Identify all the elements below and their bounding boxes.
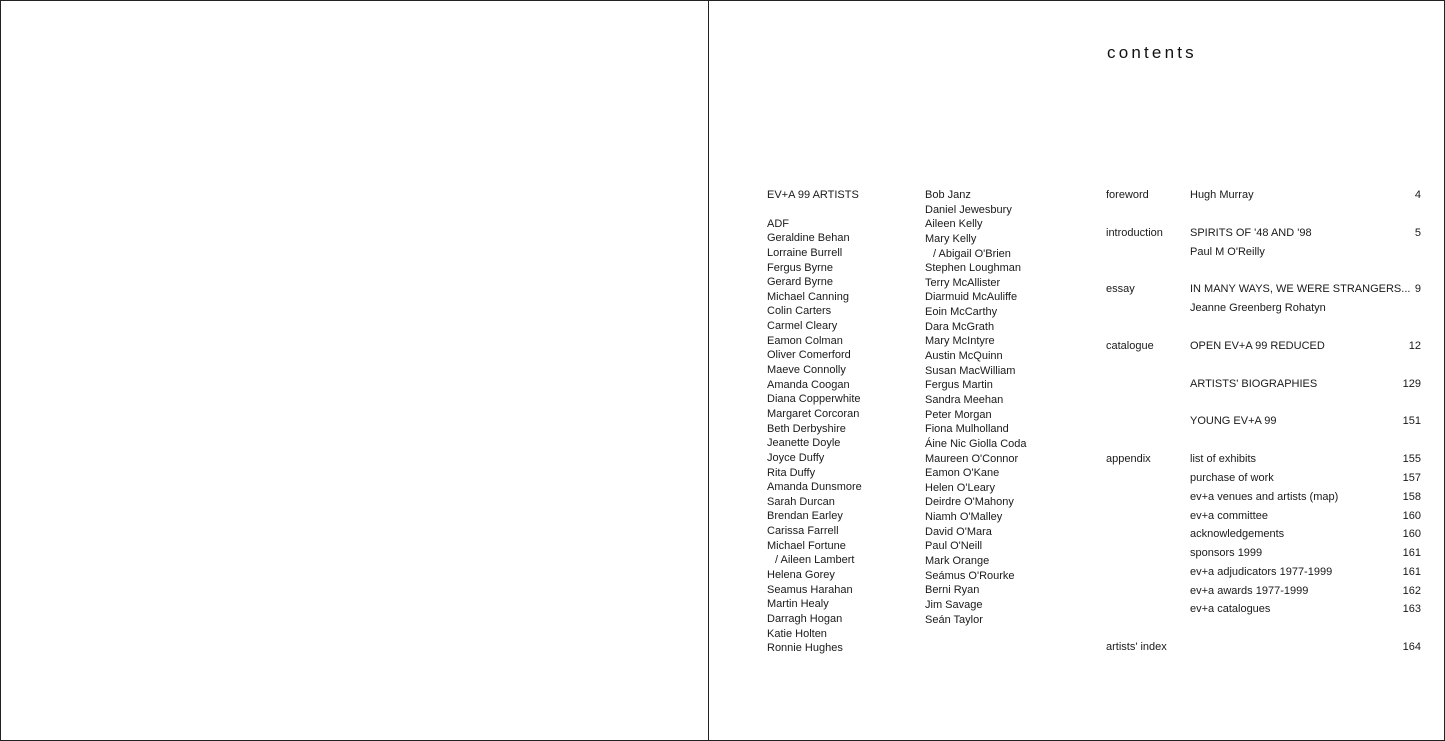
toc-section-label: essay (1106, 283, 1135, 295)
artist-name: Susan MacWilliam (925, 364, 1016, 377)
artist-name: Austin McQuinn (925, 350, 1003, 363)
artist-name: Stephen Loughman (925, 262, 1022, 275)
toc-page-number: 129 (1402, 378, 1421, 390)
artist-name: Martin Healy (767, 598, 829, 611)
toc-entry-author: Jeanne Greenberg Rohatyn (1190, 302, 1326, 314)
toc-page-number: 9 (1414, 283, 1421, 295)
artist-name: Mark Orange (925, 555, 990, 568)
artists-heading: EV+A 99 ARTISTS (767, 189, 859, 201)
toc-entry-title: OPEN EV+A 99 REDUCED (1190, 340, 1325, 352)
artist-name: / Aileen Lambert (775, 554, 855, 567)
toc-entry-title: ev+a catalogues (1190, 603, 1271, 615)
toc-page-number: 163 (1402, 603, 1421, 615)
artist-name: Helen O'Leary (925, 481, 995, 494)
toc-page-number: 162 (1402, 585, 1421, 597)
toc-entry-title: Hugh Murray (1190, 189, 1254, 201)
blank-left-page (1, 1, 708, 740)
toc-entry-title: ev+a committee (1190, 510, 1268, 522)
toc-page-number: 160 (1402, 528, 1421, 540)
artist-name: Seán Taylor (925, 613, 983, 626)
toc-entry-title: sponsors 1999 (1190, 547, 1263, 559)
artist-name: Terry McAllister (925, 276, 1001, 289)
toc-entry-title: IN MANY WAYS, WE WERE STRANGERS... (1190, 283, 1411, 295)
artist-name: Áine Nic Giolla Coda (925, 437, 1027, 450)
toc-page-number: 5 (1414, 227, 1421, 239)
artist-name: Joyce Duffy (767, 451, 825, 464)
artists-column-1 (767, 188, 862, 656)
artist-name: Fergus Byrne (767, 261, 834, 274)
toc-entry-title: SPIRITS OF '48 AND '98 (1190, 227, 1312, 239)
toc-page-number: 155 (1402, 453, 1421, 465)
artist-name: Brendan Earley (767, 510, 843, 523)
artist-name: Maureen O'Connor (925, 452, 1019, 465)
artist-name: Eamon O'Kane (925, 467, 1000, 480)
artist-name: Daniel Jewesbury (925, 203, 1012, 216)
toc-page-number: 164 (1402, 641, 1421, 653)
toc-entry-title: ARTISTS' BIOGRAPHIES (1190, 378, 1318, 390)
artist-name: Beth Derbyshire (767, 422, 846, 435)
artist-name: Gerard Byrne (767, 276, 834, 289)
artist-name: Fiona Mulholland (925, 423, 1009, 436)
toc-page-number: 157 (1402, 472, 1421, 484)
artist-name: Seámus O'Rourke (925, 569, 1015, 582)
artist-name: Oliver Comerford (767, 349, 851, 362)
artist-name: / Abigail O'Brien (933, 247, 1011, 260)
artist-name: Paul O'Neill (925, 540, 983, 553)
artist-name: Darragh Hogan (767, 612, 843, 625)
toc-page-number: 158 (1402, 491, 1421, 503)
artist-name: Berni Ryan (925, 584, 980, 597)
artist-name: David O'Mara (925, 525, 992, 538)
artist-name: Colin Carters (767, 305, 832, 318)
toc-entry-author: Paul M O'Reilly (1190, 246, 1265, 258)
toc-section-label: catalogue (1106, 340, 1154, 352)
artist-name: ADF (767, 217, 789, 230)
artist-name: Mary McIntyre (925, 335, 995, 348)
toc-section-label: appendix (1106, 453, 1151, 465)
artist-name: Diana Copperwhite (767, 393, 861, 406)
toc-entry-title: purchase of work (1190, 472, 1274, 484)
artist-name: Seamus Harahan (767, 583, 853, 596)
artist-name: Jim Savage (925, 598, 983, 611)
artist-name: Ronnie Hughes (767, 642, 843, 655)
artist-name: Eamon Colman (767, 334, 843, 347)
toc-page-number: 161 (1402, 547, 1421, 559)
artist-name: Helena Gorey (767, 569, 835, 582)
artist-name: Michael Canning (767, 290, 849, 303)
toc-section-label: foreword (1106, 189, 1149, 201)
toc-entry-title: YOUNG EV+A 99 (1190, 415, 1277, 427)
artists-column-2 (925, 188, 1027, 627)
toc-page-number: 151 (1402, 415, 1421, 427)
artist-name: Sandra Meehan (925, 393, 1004, 406)
contents-page (709, 1, 1445, 740)
artist-name: Margaret Corcoran (767, 407, 860, 420)
artist-name: Diarmuid McAuliffe (925, 291, 1018, 304)
artist-name: Dara McGrath (925, 320, 995, 333)
artist-name: Maeve Connolly (767, 364, 846, 377)
artist-name: Katie Holten (767, 627, 827, 640)
artist-name: Jeanette Doyle (767, 437, 841, 450)
artist-name: Amanda Coogan (767, 378, 850, 391)
page-title: contents (1107, 43, 1197, 62)
artist-name: Amanda Dunsmore (767, 481, 862, 494)
artist-name: Carmel Cleary (767, 320, 838, 333)
artist-name: Eoin McCarthy (925, 306, 998, 319)
artist-name: Mary Kelly (925, 232, 977, 245)
toc-entry-title: list of exhibits (1190, 453, 1257, 465)
artist-name: Rita Duffy (767, 466, 816, 479)
artist-name: Carissa Farrell (767, 525, 839, 538)
toc-section-label: artists' index (1106, 641, 1167, 653)
artist-name: Bob Janz (925, 189, 971, 201)
artist-name: Peter Morgan (925, 408, 992, 421)
toc-entry-title: ev+a venues and artists (map) (1190, 491, 1339, 503)
toc-page-number: 160 (1402, 510, 1421, 522)
artist-name: Fergus Martin (925, 379, 993, 392)
artist-name: Geraldine Behan (767, 232, 850, 245)
artist-name: Aileen Kelly (925, 218, 983, 231)
toc-section-label: introduction (1106, 227, 1163, 239)
artist-name: Deirdre O'Mahony (925, 496, 1014, 509)
toc-page-number: 12 (1408, 340, 1421, 352)
artist-name: Sarah Durcan (767, 495, 835, 508)
artist-name: Lorraine Burrell (767, 246, 843, 259)
toc-entry-title: ev+a adjudicators 1977-1999 (1190, 566, 1333, 578)
toc-entry-title: acknowledgements (1190, 528, 1285, 540)
artist-name: Niamh O'Malley (925, 511, 1003, 524)
artist-name: Michael Fortune (767, 539, 846, 552)
toc-page-number: 161 (1402, 566, 1421, 578)
toc-entry-title: ev+a awards 1977-1999 (1190, 585, 1309, 597)
toc-page-number: 4 (1414, 189, 1421, 201)
